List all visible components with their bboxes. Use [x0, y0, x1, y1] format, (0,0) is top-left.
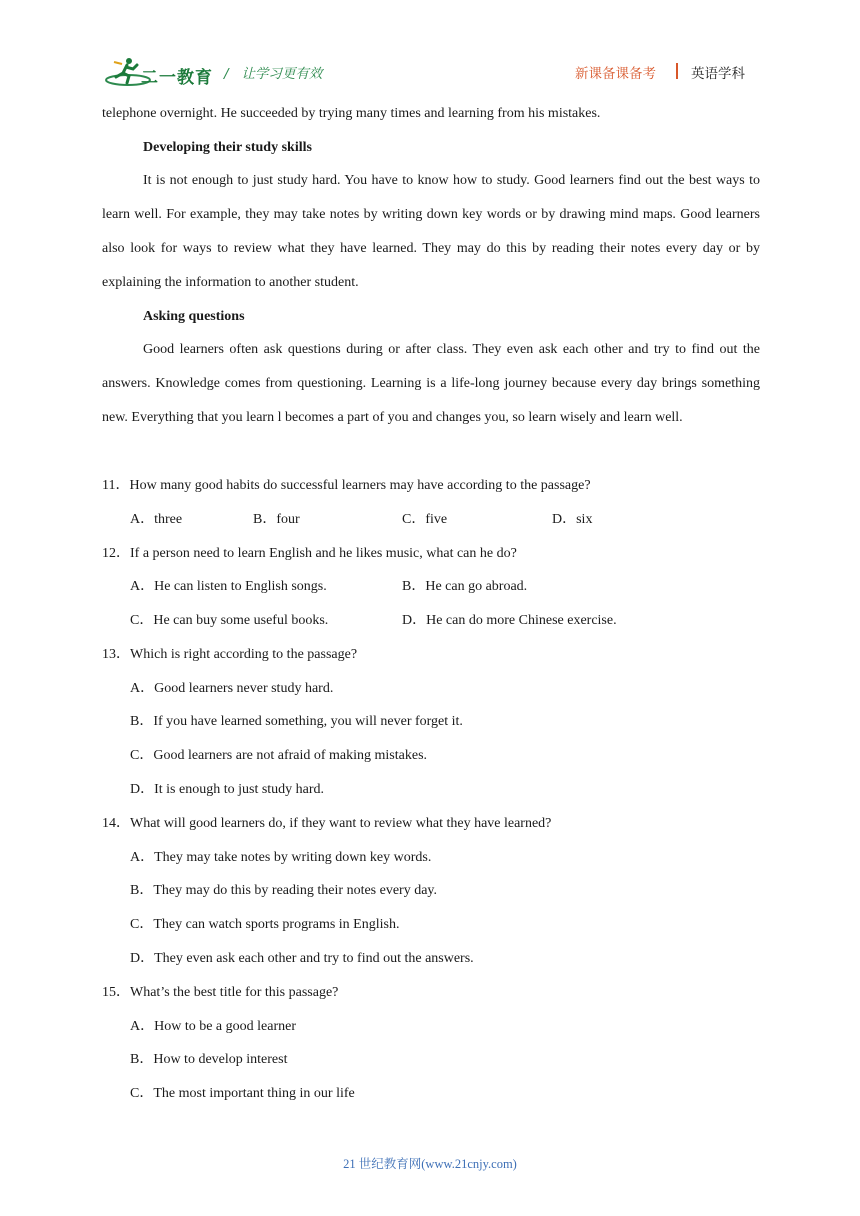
q12-option-b: B．He can go abroad.: [402, 579, 528, 594]
q15-option-b: B．How to develop interest: [130, 1052, 288, 1067]
q15-option-a: A．How to be a good learner: [130, 1019, 297, 1034]
q11-option-d: D．six: [552, 512, 593, 527]
q13-option-a: A．Good learners never study hard.: [130, 681, 334, 696]
q11-option-a: A．three: [130, 512, 183, 527]
q15-option-c: C．The most important thing in our life: [130, 1086, 355, 1101]
q13-option-c: C．Good learners are not afraid of making mistakes.: [130, 748, 428, 763]
question-13-stem: 13．Which is right according to the passage?: [102, 647, 358, 662]
q14-option-c: C．They can watch sports programs in English.: [130, 917, 400, 932]
q11-option-b: B．four: [253, 512, 300, 527]
q14-option-d: D．They even ask each other and try to find out the answers.: [130, 951, 474, 966]
question-11-stem: 11．How many good habits do successful learners may have according to the passage?: [102, 478, 591, 493]
q14-option-b: B．They may do this by reading their notes every day.: [130, 883, 438, 898]
q13-option-b: B．If you have learned something, you will never forget it.: [130, 714, 463, 729]
q12-option-d: D．He can do more Chinese exercise.: [402, 613, 617, 628]
question-14-stem: 14．What will good learners do, if they want to review what they have learned?: [102, 816, 552, 831]
slogan-prefix: /: [224, 66, 229, 82]
header-divider: [676, 63, 678, 79]
header-course-label: 新课备课备考: [575, 66, 656, 82]
q14-option-a: A．They may take notes by writing down key words.: [130, 850, 432, 865]
paragraph-study-skills: It is not enough to just study hard. You have to know how to study. Good learners find out the best ways to learn well. For example, they may take notes by writing down key words or by drawing mind maps. Good learners also look for ways to review what they have learned. They may do this by reading their notes every day or by explaining the information to another student.: [102, 173, 760, 290]
page-footer: 21 世纪教育网(www.21cnjy.com): [343, 1157, 517, 1171]
slogan-text: 让学习更有效: [241, 66, 323, 82]
heading-asking-questions: Asking questions: [143, 309, 245, 324]
q13-option-d: D．It is enough to just study hard.: [130, 782, 325, 797]
header-subject-label: 英语学科: [691, 66, 745, 82]
q12-option-a: A．He can listen to English songs.: [130, 579, 327, 594]
logo-text: 二一教育: [141, 68, 213, 88]
q11-option-c: C．five: [402, 512, 448, 527]
question-15-stem: 15．What’s the best title for this passage?: [102, 985, 339, 1000]
page-header: [0, 0, 860, 96]
heading-study-skills: Developing their study skills: [143, 140, 312, 155]
passage-line-top: telephone overnight. He succeeded by trying many times and learning from his mistakes.: [102, 106, 601, 121]
paragraph-asking-questions: Good learners often ask questions during or after class. They even ask each other and try to find out the answers. Knowledge comes from questioning. Learning is a life-long journey because every day brings something new. Everything that you learn l becomes a part of you and changes you, so learn wisely and learn well.: [102, 342, 760, 425]
slogan: [224, 62, 322, 82]
question-12-stem: 12．If a person need to learn English and he likes music, what can he do?: [102, 546, 517, 561]
q12-option-c: C．He can buy some useful books.: [130, 613, 329, 628]
